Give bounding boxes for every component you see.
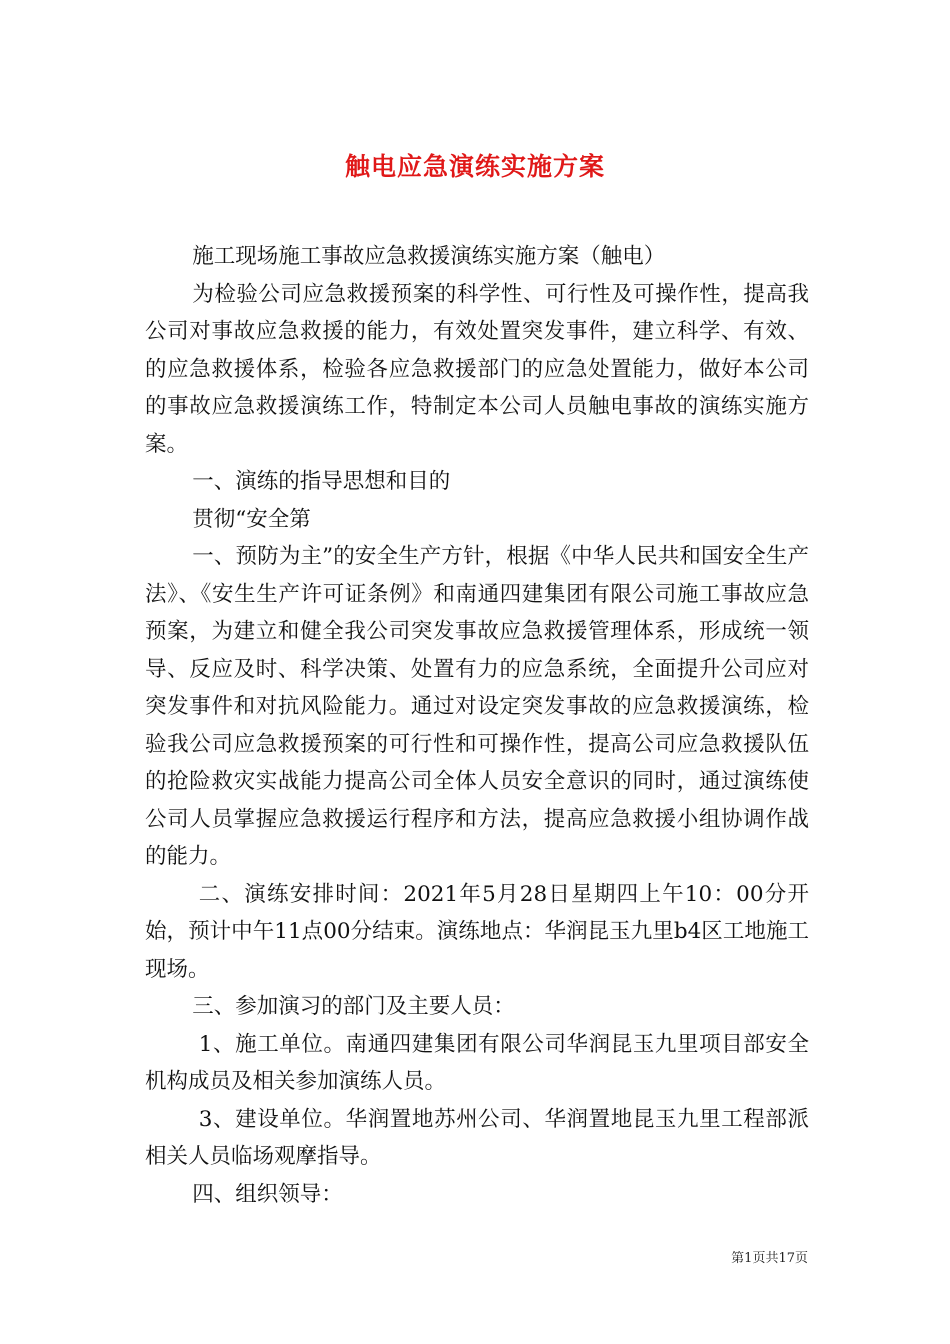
paragraph-safety-policy: 一、预防为主”的安全生产方针，根据《中华人民共和国安全生产法》、《安生生产许可证条例》和南通四建集团有限公司施工事故应急预案，为建立和健全我公司突发事故应急救援管理体系，形成统一领导、反应及时、科学决策、处置有力的应急系统，全面提升公司应对突发事件和对抗风险能力。通过对设定突发事故的应急救援演练，检验我公司应急救援预案的可行性和可操作性，提高公司应急救援队伍的抢险救灾实战能力提高公司全体人员安全意识的同时，通过演练使公司人员掌握应急救援运行程序和方法，提高应急救援小组协调作战的能力。	[145, 544, 809, 869]
heading-guiding-thought: 一、演练的指导思想和目的	[192, 469, 451, 494]
paragraph-construction-unit: 1、施工单位。南通四建集团有限公司华润昆玉九里项目部安全机构成员及相关参加演练人员。	[145, 1031, 809, 1094]
document-title: 触电应急演练实施方案	[344, 151, 605, 181]
paragraph-schedule: 二、演练安排时间：2021年5月28日星期四上午10：00分开始，预计中午11点00分结束。演练地点：华润昆玉九里b4区工地施工现场。	[145, 881, 809, 982]
page-number: 第1页共17页	[731, 1251, 808, 1266]
paragraph-implement: 贯彻“安全第	[192, 506, 311, 532]
document-body	[145, 238, 809, 1213]
paragraph-purpose: 为检验公司应急救援预案的科学性、可行性及可操作性，提高我公司对事故应急救援的能力，有效处置突发事件，建立科学、有效、的应急救援体系，检验各应急救援部门的应急处置能力，做好本公司的事故应急救援演练工作，特制定本公司人员触电事故的演练实施方案。	[145, 281, 809, 457]
paragraph-owner-unit: 3、建设单位。华润置地苏州公司、华润置地昆玉九里工程部派相关人员临场观摩指导。	[145, 1106, 809, 1169]
paragraph-subtitle: 施工现场施工事故应急救援演练实施方案（触电）	[192, 244, 666, 269]
heading-organization: 四、组织领导：	[192, 1181, 343, 1207]
heading-participants: 三、参加演习的部门及主要人员：	[192, 994, 515, 1019]
